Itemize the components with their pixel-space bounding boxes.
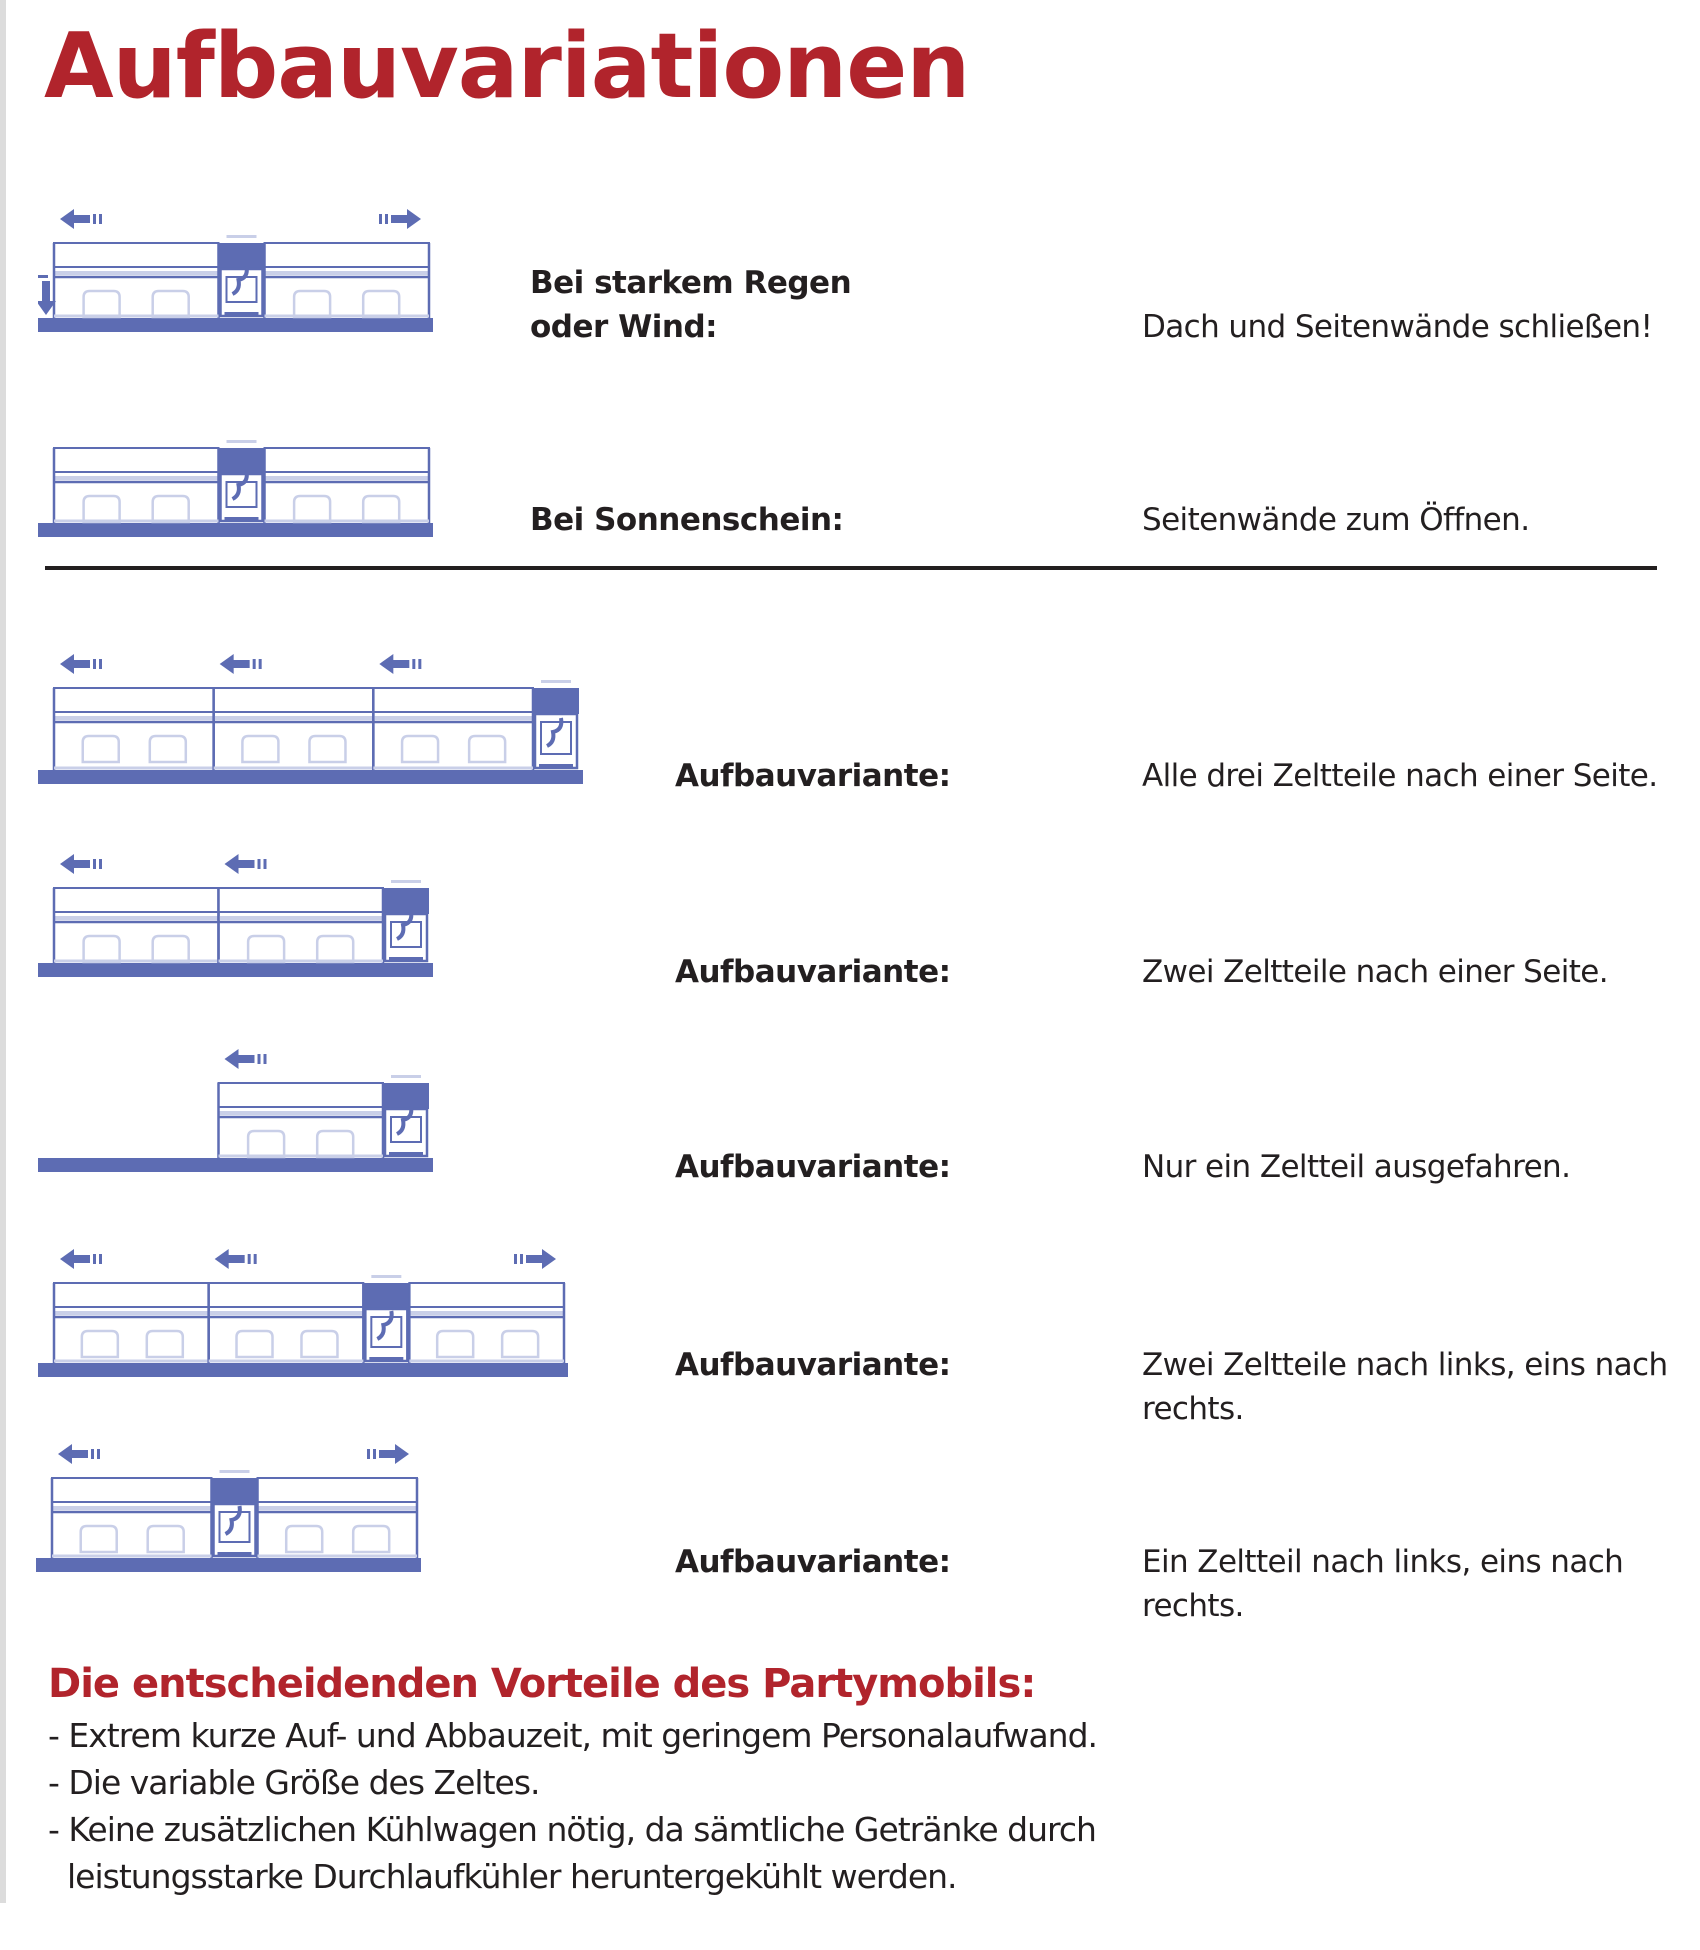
weather-description: Seitenwände zum Öffnen. — [1142, 502, 1530, 538]
variant-label: Aufbauvariante: — [675, 1347, 951, 1383]
tent-section — [219, 1083, 384, 1158]
variant-description: Ein Zeltteil nach links, eins nach rechts. — [1142, 1544, 1624, 1624]
advantages-heading: Die entscheidenden Vorteile des Partymobils: — [48, 1661, 1036, 1707]
tent-section — [373, 688, 533, 770]
arrow-left-icon — [60, 854, 102, 874]
arrow-right-icon — [367, 1444, 409, 1464]
advantages-list — [48, 1712, 1198, 1900]
advantage-item: - Die variable Größe des Zeltes. — [48, 1763, 540, 1802]
arrow-left-icon — [225, 854, 267, 874]
weather-label-line: oder Wind: — [530, 309, 718, 345]
tent-section — [409, 1283, 564, 1363]
variant-row — [0, 1045, 1700, 1195]
base-platform — [38, 318, 433, 332]
counter-unit — [363, 1275, 409, 1361]
counter-unit — [533, 680, 579, 768]
weather-label-line: Bei starkem Regen — [530, 265, 852, 301]
tent-section — [214, 688, 374, 770]
variant-illustration — [38, 1245, 568, 1385]
tent-section — [209, 1283, 364, 1363]
arrow-left-icon — [58, 1444, 100, 1464]
base-platform — [38, 523, 433, 537]
section-divider — [45, 566, 1657, 570]
variant-row — [0, 650, 1700, 800]
base-platform — [38, 1158, 433, 1172]
variant-label: Aufbauvariante: — [675, 758, 951, 794]
weather-row-sun — [0, 410, 1700, 550]
variant-label: Aufbauvariante: — [675, 1544, 951, 1580]
arrow-left-icon — [220, 654, 262, 674]
arrow-right-icon — [514, 1249, 556, 1269]
variant-row — [0, 1245, 1700, 1445]
arrow-left-icon — [60, 209, 102, 229]
tent-closed-illustration — [38, 205, 433, 340]
tent-section — [219, 888, 384, 963]
tent-section — [54, 888, 219, 963]
tent-section — [258, 1478, 418, 1558]
tent-section — [54, 688, 214, 770]
counter-unit — [212, 1470, 258, 1556]
variant-row — [0, 850, 1700, 1000]
weather-label — [530, 261, 851, 349]
base-platform — [38, 770, 583, 784]
tent-section — [54, 1283, 209, 1363]
tent-section — [265, 448, 430, 523]
base-platform — [38, 963, 433, 977]
counter-unit — [219, 235, 265, 316]
arrow-right-icon — [379, 209, 421, 229]
weather-description: Dach und Seitenwände schließen! — [1142, 309, 1653, 345]
weather-label-line: Bei Sonnenschein: — [530, 502, 844, 538]
weather-label — [530, 498, 843, 542]
arrow-left-icon — [60, 1249, 102, 1269]
variant-illustration — [38, 850, 433, 985]
counter-unit — [383, 880, 429, 961]
tent-open-illustration — [38, 410, 433, 545]
arrow-left-icon — [60, 654, 102, 674]
variant-illustration — [38, 1045, 433, 1180]
page-title: Aufbauvariationen — [44, 14, 970, 119]
tent-section — [52, 1478, 212, 1558]
variant-label: Aufbauvariante: — [675, 954, 951, 990]
base-platform — [36, 1558, 421, 1572]
tent-section — [265, 243, 430, 318]
tent-section — [54, 448, 219, 523]
variant-description: Alle drei Zeltteile nach einer Seite. — [1142, 758, 1658, 794]
advantage-item: - Keine zusätzlichen Kühlwagen nötig, da sämtliche Getränke durch leistungsstarke Durchlaufkühler heruntergekühlt werden. — [48, 1810, 1096, 1896]
variant-label: Aufbauvariante: — [675, 1149, 951, 1185]
counter-unit — [219, 440, 265, 521]
variant-row — [0, 1440, 1700, 1640]
variant-illustration — [36, 1440, 421, 1580]
variant-description: Nur ein Zeltteil ausgefahren. — [1142, 1149, 1571, 1185]
arrow-left-icon — [215, 1249, 257, 1269]
base-platform — [38, 1363, 568, 1377]
counter-unit — [383, 1075, 429, 1156]
variant-description: Zwei Zeltteile nach einer Seite. — [1142, 954, 1609, 990]
arrow-left-icon — [225, 1049, 267, 1069]
variant-illustration — [38, 650, 583, 792]
weather-row-rain — [0, 205, 1700, 345]
advantage-item: - Extrem kurze Auf- und Abbauzeit, mit geringem Personalaufwand. — [48, 1716, 1098, 1755]
tent-section — [54, 243, 219, 318]
variant-description: Zwei Zeltteile nach links, eins nach rechts. — [1142, 1347, 1668, 1427]
arrow-left-icon — [379, 654, 421, 674]
